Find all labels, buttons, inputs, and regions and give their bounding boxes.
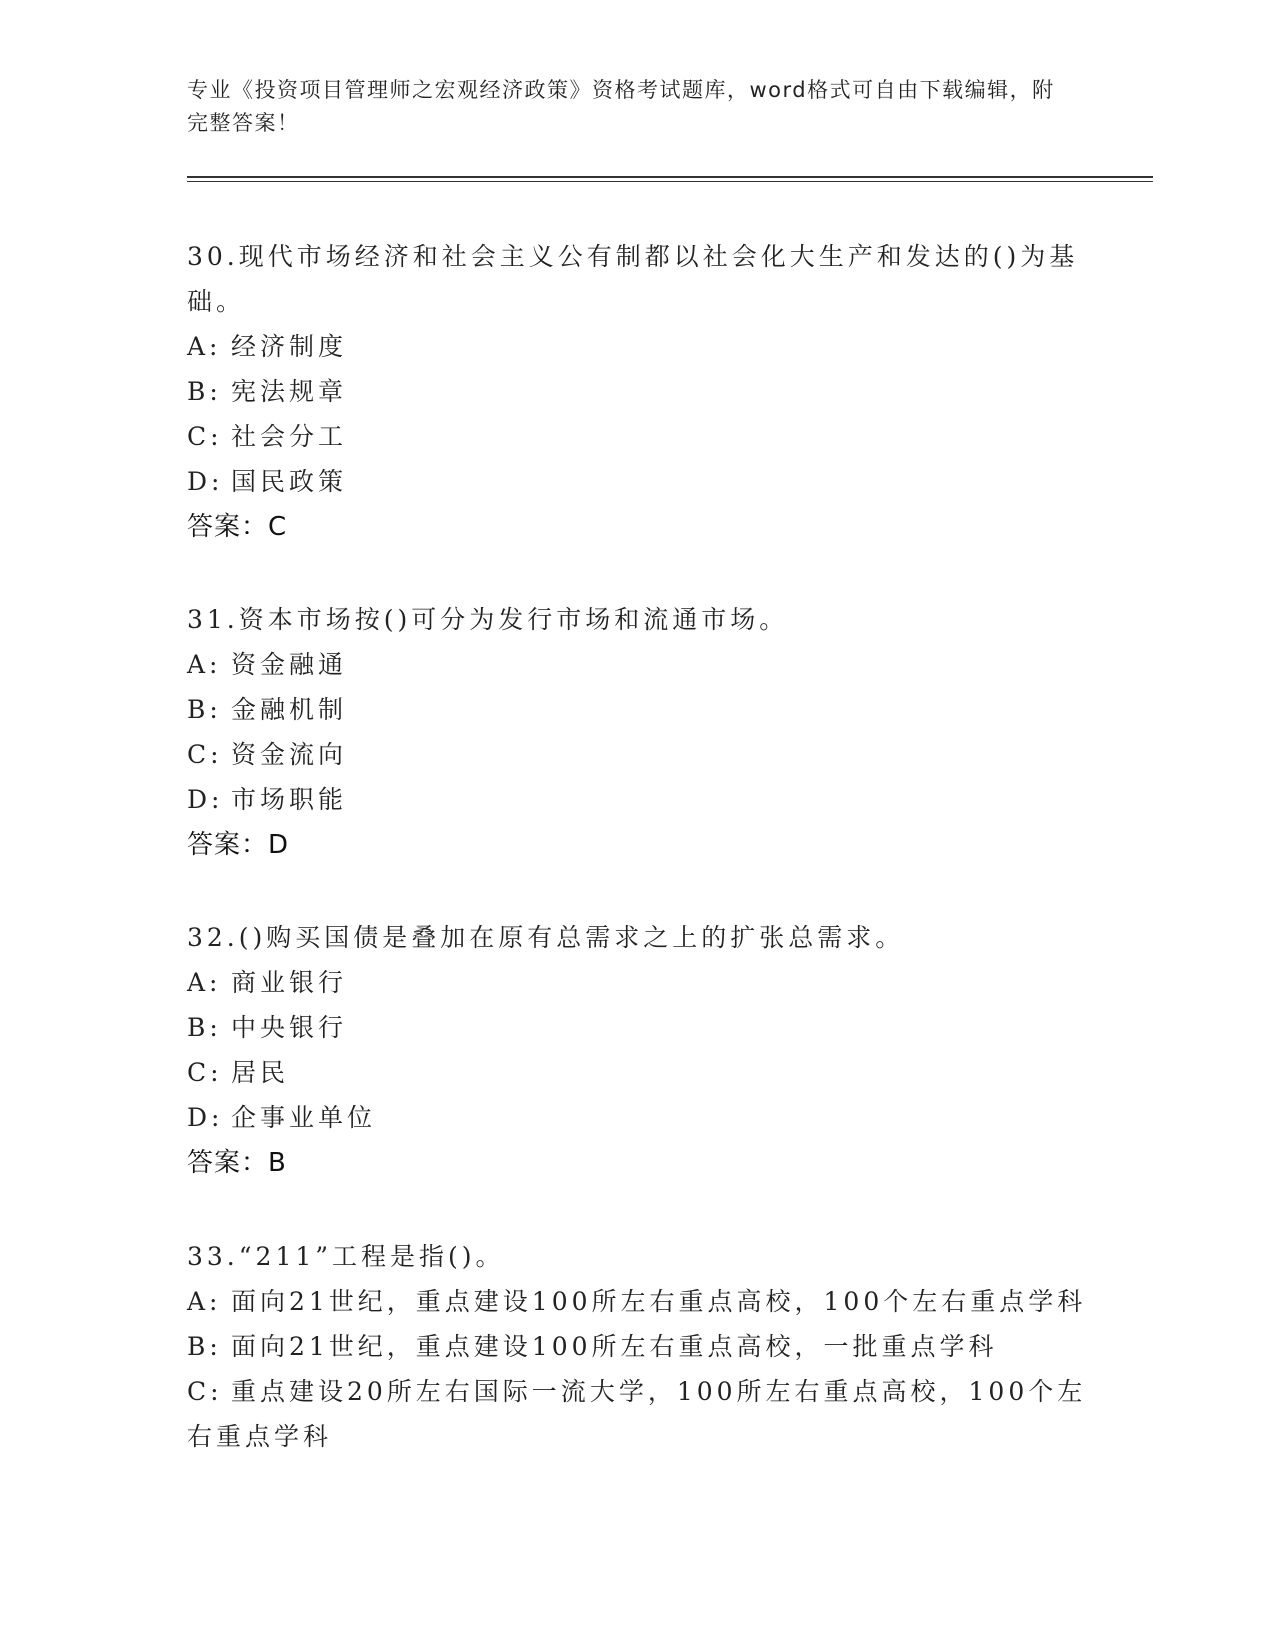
option-label: A: bbox=[187, 1287, 222, 1316]
header-divider-thick bbox=[187, 176, 1153, 178]
answer-line: 答案：D bbox=[187, 830, 290, 860]
option-text: 社会分工 bbox=[231, 422, 348, 451]
option-label: B: bbox=[187, 695, 222, 724]
option-label: D: bbox=[187, 467, 224, 496]
answer-line: 答案：B bbox=[187, 1148, 287, 1178]
option-b bbox=[187, 1005, 1087, 1050]
option-label: A: bbox=[187, 650, 222, 679]
option-c bbox=[187, 1369, 1087, 1459]
option-label: C: bbox=[187, 1377, 223, 1406]
option-label: B: bbox=[187, 1013, 222, 1042]
option-text: 重点建设20所左右国际一流大学，100所左右重点高校，100个左右重点学科 bbox=[187, 1377, 1087, 1451]
option-a bbox=[187, 960, 1087, 1005]
option-text: 中央银行 bbox=[231, 1013, 348, 1042]
option-text: 宪法规章 bbox=[231, 377, 348, 406]
option-text: 资金流向 bbox=[231, 740, 348, 769]
question-stem: 31.资本市场按()可分为发行市场和流通市场。 bbox=[187, 605, 789, 634]
option-b bbox=[187, 687, 1087, 732]
question-stem: 33.“211”工程是指()。 bbox=[187, 1242, 505, 1271]
option-c bbox=[187, 414, 1087, 459]
option-text: 市场职能 bbox=[231, 785, 348, 814]
option-d bbox=[187, 459, 1087, 504]
question-stem: 30.现代市场经济和社会主义公有制都以社会化大生产和发达的()为基础。 bbox=[187, 242, 1079, 316]
option-text: 居民 bbox=[231, 1058, 290, 1087]
option-label: B: bbox=[187, 377, 222, 406]
option-label: C: bbox=[187, 422, 223, 451]
answer-line: 答案：C bbox=[187, 512, 288, 542]
option-label: D: bbox=[187, 1103, 224, 1132]
question-31 bbox=[187, 597, 1087, 868]
header-divider-thin bbox=[187, 181, 1153, 182]
option-c bbox=[187, 732, 1087, 777]
document-header: 专业《投资项目管理师之宏观经济政策》资格考试题库，word格式可自由下载编辑，附完整答案！ bbox=[187, 78, 1055, 135]
option-label: B: bbox=[187, 1332, 222, 1361]
option-text: 企事业单位 bbox=[231, 1103, 377, 1132]
option-text: 面向21世纪，重点建设100所左右重点高校，100个左右重点学科 bbox=[231, 1287, 1087, 1316]
option-text: 面向21世纪，重点建设100所左右重点高校，一批重点学科 bbox=[231, 1332, 998, 1361]
question-33 bbox=[187, 1234, 1087, 1459]
option-a bbox=[187, 642, 1087, 687]
option-a bbox=[187, 1279, 1087, 1324]
option-d bbox=[187, 1095, 1087, 1140]
option-text: 经济制度 bbox=[231, 332, 348, 361]
question-32 bbox=[187, 915, 1087, 1186]
option-c bbox=[187, 1050, 1087, 1095]
option-text: 金融机制 bbox=[231, 695, 348, 724]
option-label: A: bbox=[187, 332, 222, 361]
option-text: 国民政策 bbox=[231, 467, 348, 496]
option-text: 资金融通 bbox=[231, 650, 348, 679]
option-label: C: bbox=[187, 1058, 223, 1087]
option-b bbox=[187, 1324, 1087, 1369]
option-label: A: bbox=[187, 968, 222, 997]
question-stem: 32.()购买国债是叠加在原有总需求之上的扩张总需求。 bbox=[187, 923, 905, 952]
option-label: D: bbox=[187, 785, 224, 814]
option-text: 商业银行 bbox=[231, 968, 348, 997]
question-30 bbox=[187, 234, 1087, 550]
option-d bbox=[187, 777, 1087, 822]
option-label: C: bbox=[187, 740, 223, 769]
option-b bbox=[187, 369, 1087, 414]
option-a bbox=[187, 324, 1087, 369]
